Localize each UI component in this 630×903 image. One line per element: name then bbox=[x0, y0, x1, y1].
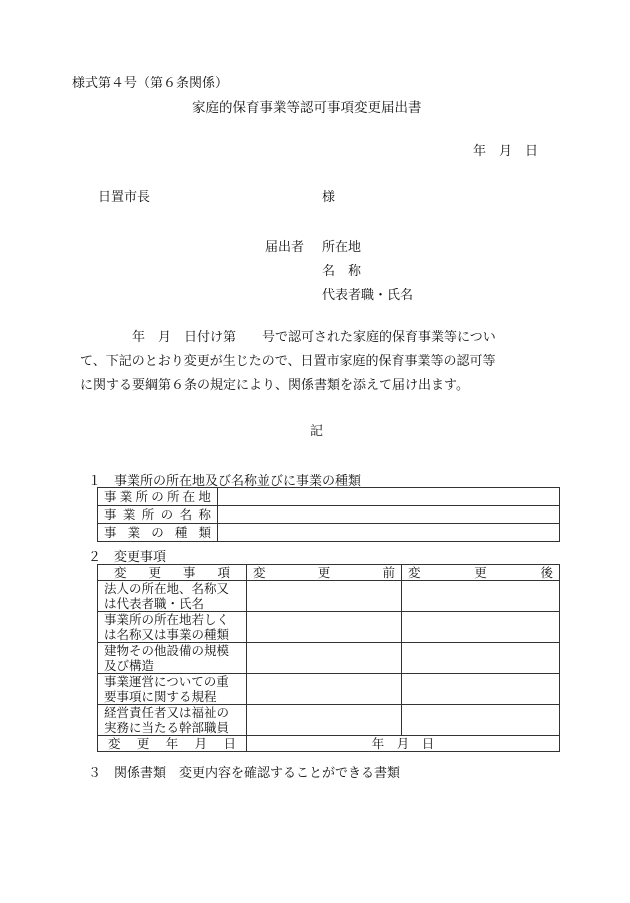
body-line: に関する要綱第６条の規定により、関係書類を添えて届け出ます。 bbox=[80, 378, 469, 393]
label-char: 在 bbox=[182, 489, 196, 504]
changes-table bbox=[97, 564, 560, 752]
table-row bbox=[98, 506, 560, 524]
label-char: 更 bbox=[136, 736, 150, 751]
label-char: 月 bbox=[194, 736, 208, 751]
applicant-address-label: 所在地 bbox=[322, 240, 362, 255]
after-value[interactable] bbox=[402, 674, 560, 705]
change-item: 事業所の所在地若しくは名称又は事業の種類 bbox=[98, 612, 247, 643]
business-type-value[interactable] bbox=[218, 524, 560, 542]
row-label bbox=[98, 524, 218, 542]
label-char: 日 bbox=[223, 736, 236, 751]
label-char: の bbox=[160, 507, 174, 522]
header-row bbox=[98, 565, 560, 581]
change-item: 事業運営についての重要事項に関する規程 bbox=[98, 674, 247, 705]
after-value[interactable] bbox=[402, 705, 560, 736]
before-value[interactable] bbox=[247, 581, 402, 612]
section3-related-documents: ３ 関係書類 変更内容を確認することができる書類 bbox=[88, 766, 401, 781]
label-char: 後 bbox=[540, 565, 553, 580]
after-value[interactable] bbox=[402, 612, 560, 643]
table-row bbox=[98, 524, 560, 542]
submission-date: 年 月 日 bbox=[473, 144, 539, 159]
label-char: 所 bbox=[166, 489, 180, 504]
label-char: 所 bbox=[141, 507, 155, 522]
label-char: 所 bbox=[135, 489, 148, 504]
body-paragraph bbox=[80, 326, 566, 398]
header-cell bbox=[247, 565, 402, 581]
label-char: 更 bbox=[317, 565, 331, 580]
label-char: 項 bbox=[217, 565, 230, 580]
header-before bbox=[253, 565, 395, 580]
label-char: 事 bbox=[104, 525, 117, 540]
table-row bbox=[98, 643, 560, 674]
table-row bbox=[98, 705, 560, 736]
label-char: の bbox=[151, 489, 164, 504]
header-item bbox=[104, 565, 240, 580]
label-char: 更 bbox=[148, 565, 161, 580]
label-char: 変 bbox=[114, 565, 127, 580]
facility-table bbox=[97, 487, 560, 542]
table-row bbox=[98, 674, 560, 705]
label-char: 称 bbox=[198, 507, 211, 522]
honorific: 様 bbox=[322, 190, 336, 205]
label-char: 前 bbox=[382, 565, 395, 580]
label-char: 事 bbox=[104, 489, 117, 504]
row-label bbox=[98, 488, 218, 506]
facility-address-label bbox=[104, 489, 211, 504]
label-char: 更 bbox=[474, 565, 487, 580]
after-value[interactable] bbox=[402, 643, 560, 674]
change-item: 建物その他設備の規模及び構造 bbox=[98, 643, 247, 674]
after-value[interactable] bbox=[402, 581, 560, 612]
label-char: 変 bbox=[108, 736, 121, 751]
section1-heading: １ 事業所の所在地及び名称並びに事業の種類 bbox=[88, 474, 362, 489]
label-char: 種 bbox=[174, 525, 188, 540]
change-date-label-cell bbox=[98, 736, 247, 752]
form-number: 様式第４号（第６条関係） bbox=[72, 76, 229, 91]
before-value[interactable] bbox=[247, 612, 402, 643]
facility-name-value[interactable] bbox=[218, 506, 560, 524]
applicant-label: 届出者 bbox=[265, 240, 305, 255]
body-line: 年 月 日付け第 号で認可された家庭的保育事業等につい bbox=[80, 330, 496, 345]
label-char: 変 bbox=[408, 565, 421, 580]
label-char: 事 bbox=[104, 507, 117, 522]
change-date-label bbox=[104, 736, 240, 751]
header-after bbox=[408, 565, 553, 580]
body-line: て、下記のとおり変更が生じたので、日置市家庭的保育事業等の認可等 bbox=[80, 354, 496, 369]
facility-address-value[interactable] bbox=[218, 488, 560, 506]
facility-name-label bbox=[104, 507, 211, 522]
table-row bbox=[98, 736, 560, 752]
before-value[interactable] bbox=[247, 674, 402, 705]
label-char: 業 bbox=[119, 489, 133, 504]
applicant-representative-label: 代表者職・氏名 bbox=[322, 288, 414, 303]
addressee: 日置市長 bbox=[98, 190, 151, 205]
label-char: 年 bbox=[165, 736, 179, 751]
label-char: 業 bbox=[127, 525, 141, 540]
label-char: の bbox=[151, 525, 164, 540]
business-type-label bbox=[104, 525, 211, 540]
table-row bbox=[98, 581, 560, 612]
ki-heading: 記 bbox=[310, 424, 324, 439]
document-title: 家庭的保育事業等認可事項変更届出書 bbox=[192, 100, 422, 116]
before-value[interactable] bbox=[247, 705, 402, 736]
section2-heading: ２ 変更事項 bbox=[88, 550, 167, 565]
change-date-value[interactable]: 年 月 日 bbox=[247, 736, 560, 752]
row-label bbox=[98, 506, 218, 524]
label-char: 変 bbox=[253, 565, 266, 580]
change-item: 法人の所在地、名称又は代表者職・氏名 bbox=[98, 581, 247, 612]
applicant-name-label: 名 称 bbox=[322, 264, 362, 279]
label-char: 業 bbox=[122, 507, 136, 522]
before-value[interactable] bbox=[247, 643, 402, 674]
label-char: 地 bbox=[198, 489, 211, 504]
change-item: 経営責任者又は福祉の実務に当たる幹部職員 bbox=[98, 705, 247, 736]
header-cell bbox=[402, 565, 560, 581]
label-char: 類 bbox=[198, 525, 211, 540]
header-cell bbox=[98, 565, 247, 581]
label-char: 事 bbox=[182, 565, 196, 580]
table-row bbox=[98, 612, 560, 643]
label-char: 名 bbox=[179, 507, 193, 522]
table-row bbox=[98, 488, 560, 506]
